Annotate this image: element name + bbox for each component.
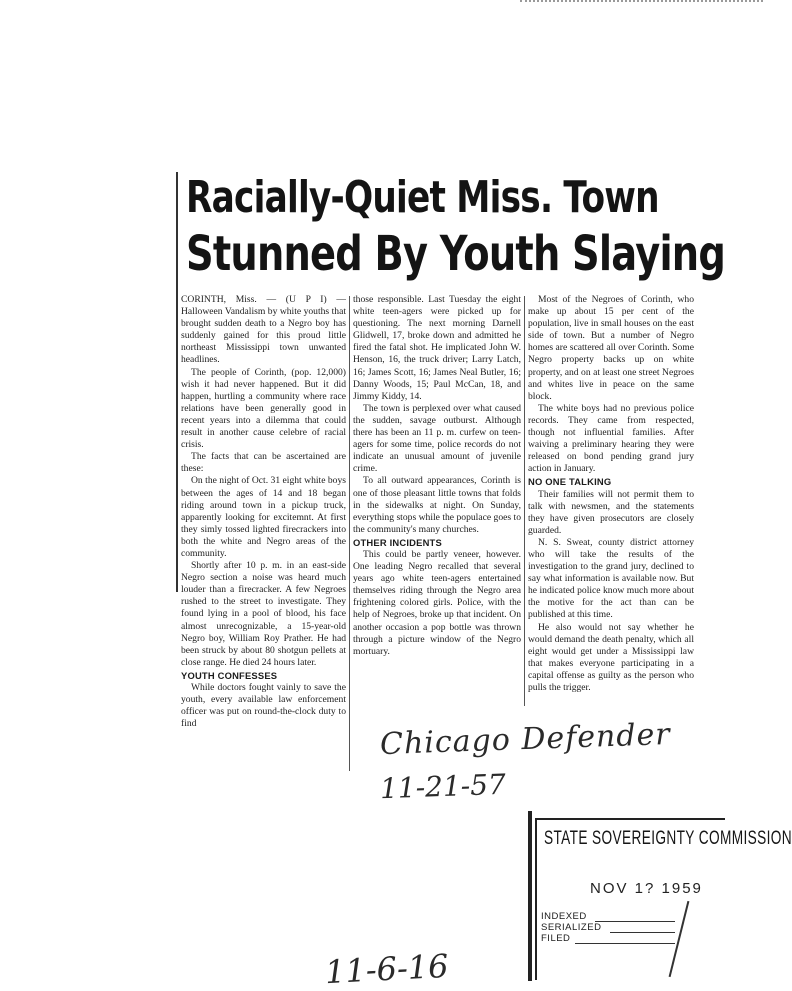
paragraph: This could be partly veneer, however. One leading Negro recalled that several years ago white teen-agers entertained themselves riding through the Negro area frightening colored girls. Police, with the help of Negroes, broke up that incident. On another occasion a pop bottle was thrown through a picture window of the Negro mortuary.	[353, 548, 521, 657]
stamp-serialized-line	[610, 932, 675, 933]
stamp-indexed-line	[595, 921, 675, 922]
column-divider-1	[349, 296, 350, 771]
column-divider-2	[524, 296, 525, 706]
headline-line-1: Racially-Quiet Miss. Town	[186, 172, 659, 223]
subheading-youth-confesses: YOUTH CONFESSES	[181, 669, 278, 681]
paragraph: those responsible. Last Tuesday the eight white teen-agers were picked up for questioning. The next morning Darnell Glidwell, 17, broke down and admitted he fired the fatal shot. He implicated John W. Henson, 16, the truck driver; Larry Latch, 16; James Scott, 16; James Neal Butler, 16; Danny Woods, 15; Paul McCan, 18, and Jimmy Kiddy, 14.	[353, 294, 521, 402]
stamp-title: STATE SOVEREIGNTY COMMISSION	[544, 828, 792, 849]
handwritten-source: Chicago Defender	[379, 716, 672, 763]
stamp-indexed-label: INDEXED	[541, 911, 587, 922]
stamp-filed-line	[575, 943, 675, 944]
subheading-no-one-talking: NO ONE TALKING	[528, 476, 612, 488]
paragraph: Most of the Negroes of Corinth, who make up about 15 per cent of the population, live in small houses on the east side of town. But a number of Negro homes are scattered all over Corinth. Some Negro property backs up on white property, and on at least one street Negroes and whites live in peace on the same block.	[528, 294, 694, 402]
stamp-serialized-label: SERIALIZED	[541, 922, 602, 933]
stamp-edge	[528, 811, 532, 981]
handwritten-file-number: 11-6-16	[324, 946, 450, 991]
handwritten-date: 11-21-57	[379, 767, 507, 806]
paragraph: N. S. Sweat, county district attorney who will take the results of the investigation to the grand jury, declined to say what information is available now. But he indicated police know much more about the motive for the act than can be published at this time.	[528, 536, 694, 621]
clipping-left-border	[176, 172, 178, 592]
article-column-1	[181, 294, 346, 730]
article-column-3	[528, 294, 694, 694]
article-column-2	[353, 294, 521, 658]
paragraph: On the night of Oct. 31 eight white boys between the ages of 14 and 18 began riding around town in a pickup truck, apparently looking for excitemnt. At first they simly tossed lighted firecrackers into both the white and Negro areas of the community.	[181, 475, 346, 559]
top-edge-dots	[520, 0, 763, 5]
paragraph: The people of Corinth, (pop. 12,000) wish it had never happened. But it did happen, hurtling a community where race relations have been generally good in recent years into a dilemma that could result in another cause celebre of racial crisis.	[181, 366, 346, 451]
subheading-other-incidents: OTHER INCIDENTS	[353, 536, 442, 548]
headline-line-2: Stunned By Youth Slaying	[186, 226, 726, 282]
paragraph: The facts that can be ascertained are these:	[181, 451, 346, 475]
paragraph: Shortly after 10 p. m. in an east-side Negro section a noise was heard much louder than a firecracker. A few Negroes rushed to the street to investigate. They found lying in a pool of blood, his face almost unrecognizable, a 15-year-old Negro boy, William Roy Prather. He had been struck by about 80 shotgun pellets at close range. He died 24 hours later.	[181, 560, 346, 668]
paragraph: The white boys had no previous police records. They came from respected, though not influential families. After waiving a preliminary hearing they were released on bond pending grand jury action in January.	[528, 402, 694, 475]
paragraph: The town is perplexed over what caused the sudden, savage outburst. Although there has been an 11 p. m. curfew on teen-agers for some time, police records do not indicate an unusual amount of juvenile crime.	[353, 402, 521, 475]
paragraph: To all outward appearances, Corinth is one of those pleasant little towns that folds in the sidewalks at night. On Sunday, everything stops while the populace goes to the community's many churches.	[353, 475, 521, 535]
paragraph: CORINTH, Miss. — (U P I) — Halloween Vandalism by white youths that brought sudden death to a Negro boy has suddenly gained for this proud little northeast Mississippi town unwanted headlines.	[181, 294, 346, 366]
stamp-filed-label: FILED	[541, 933, 571, 944]
stamp-date: NOV 1? 1959	[590, 880, 703, 897]
paragraph: Their families will not permit them to talk with newsmen, and the statements they have given prosecutors are closely guarded.	[528, 488, 694, 536]
paragraph: He also would not say whether he would demand the death penalty, which all eight would get under a Mississippi law that makes everyone participating in a capital offense as guilty as the person who pulls the trigger.	[528, 621, 694, 693]
paragraph: While doctors fought vainly to save the youth, every available law enforcement officer was put on round-the-clock duty to find	[181, 682, 346, 730]
